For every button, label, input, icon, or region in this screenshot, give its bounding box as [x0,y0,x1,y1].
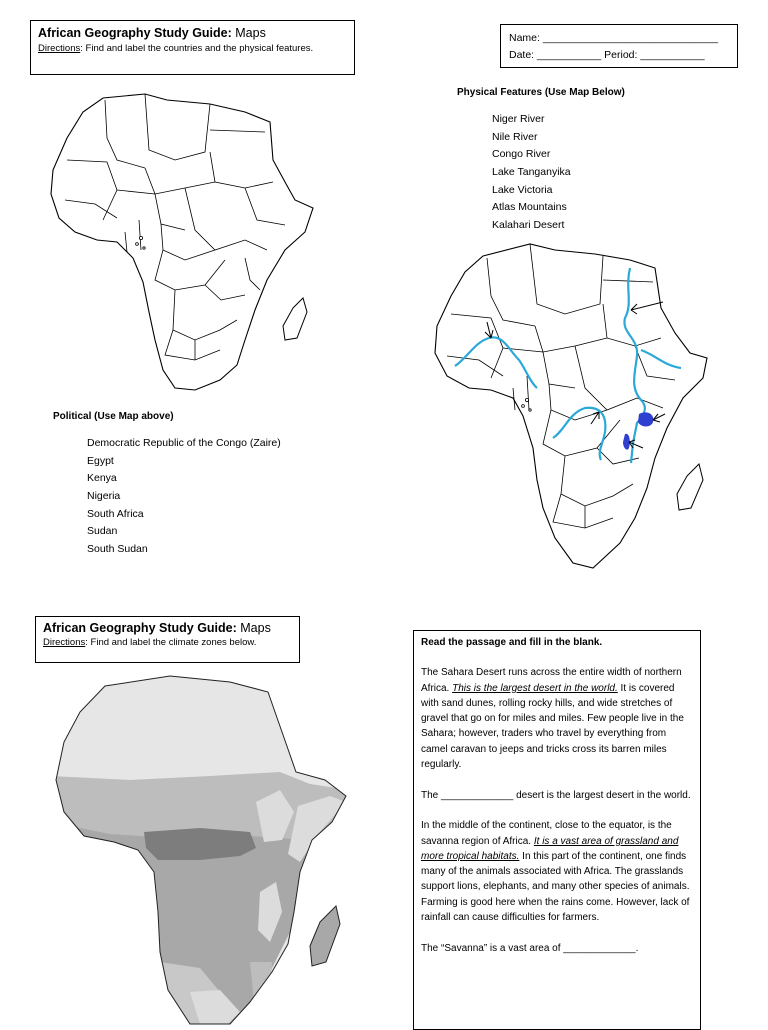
list-item: Lake Tanganyika [492,166,571,179]
list-item: Congo River [492,148,551,161]
list-item: Nigeria [87,490,121,503]
physical-features-map [425,238,725,573]
madagascar [677,464,703,510]
climate-guide-header-box [35,616,300,663]
list-item: Niger River [492,113,545,125]
guide-directions: Directions: Find and label the countries and the physical features. [38,43,314,54]
name-date-box [500,24,738,68]
guide-title: African Geography Study Guide: Maps [38,26,266,40]
list-item: Atlas Mountains [492,201,567,214]
list-item: South Africa [87,507,144,520]
list-item: South Sudan [87,543,148,556]
list-item: Kalahari Desert [492,219,565,232]
africa-outline [435,244,707,568]
list-item: Kenya [87,472,117,485]
political-title: Political (Use Map above) [53,411,174,422]
madagascar [310,906,340,966]
political-map [45,90,335,400]
passage-heading: Read the passage and fill in the blank. [421,637,603,648]
guide-header-box [30,20,355,75]
guide-title: African Geography Study Guide: Maps [43,621,271,635]
date-period-line[interactable]: Date: ___________ Period: ___________ [509,49,705,61]
lake-victoria [638,412,653,426]
passage-paragraph: The Sahara Desert runs across the entire width of northern Africa. This is the largest desert in the world. It is covered with sand dunes, rolling rocky hills, and wide stretches of gravel that go on for miles and miles. Few people live in the Sahara; however, traders who travel by everything from camel caravan to jeeps and tricks cross its barren miles regularly. [421,667,684,771]
madagascar [283,298,307,340]
list-item: Egypt [87,454,114,467]
political-list [87,435,281,559]
passage-paragraph: In the middle of the continent, close to the equator, is the savanna region of Africa. It is a vast area of grassland and more tropical habitats. In this part of the continent, one finds many of the animals associated with Africa. The grasslands support lions, elephants, and many other species of animals. Farming is good here when the rains come. However, lack of rainfall can cause difficulties for farmers. [421,820,690,924]
name-line[interactable]: Name: ______________________________ [509,32,719,44]
physical-features-title: Physical Features (Use Map Below) [457,87,625,98]
climate-zones-map [50,672,350,1024]
list-item: Sudan [87,525,118,538]
fill-in-blank[interactable]: The “Savanna” is a vast area of _____________. [421,942,639,954]
guide-directions: Directions: Find and label the climate zones below. [43,637,257,648]
physical-features-list [492,111,571,235]
fill-in-blank[interactable]: The _____________ desert is the largest desert in the world. [421,789,691,801]
list-item: Democratic Republic of the Congo (Zaire) [87,437,281,449]
africa-outline [51,94,313,390]
rainforest-zone [144,828,256,860]
list-item: Lake Victoria [492,183,553,196]
list-item: Nile River [492,130,538,143]
reading-passage-box [413,630,701,1030]
